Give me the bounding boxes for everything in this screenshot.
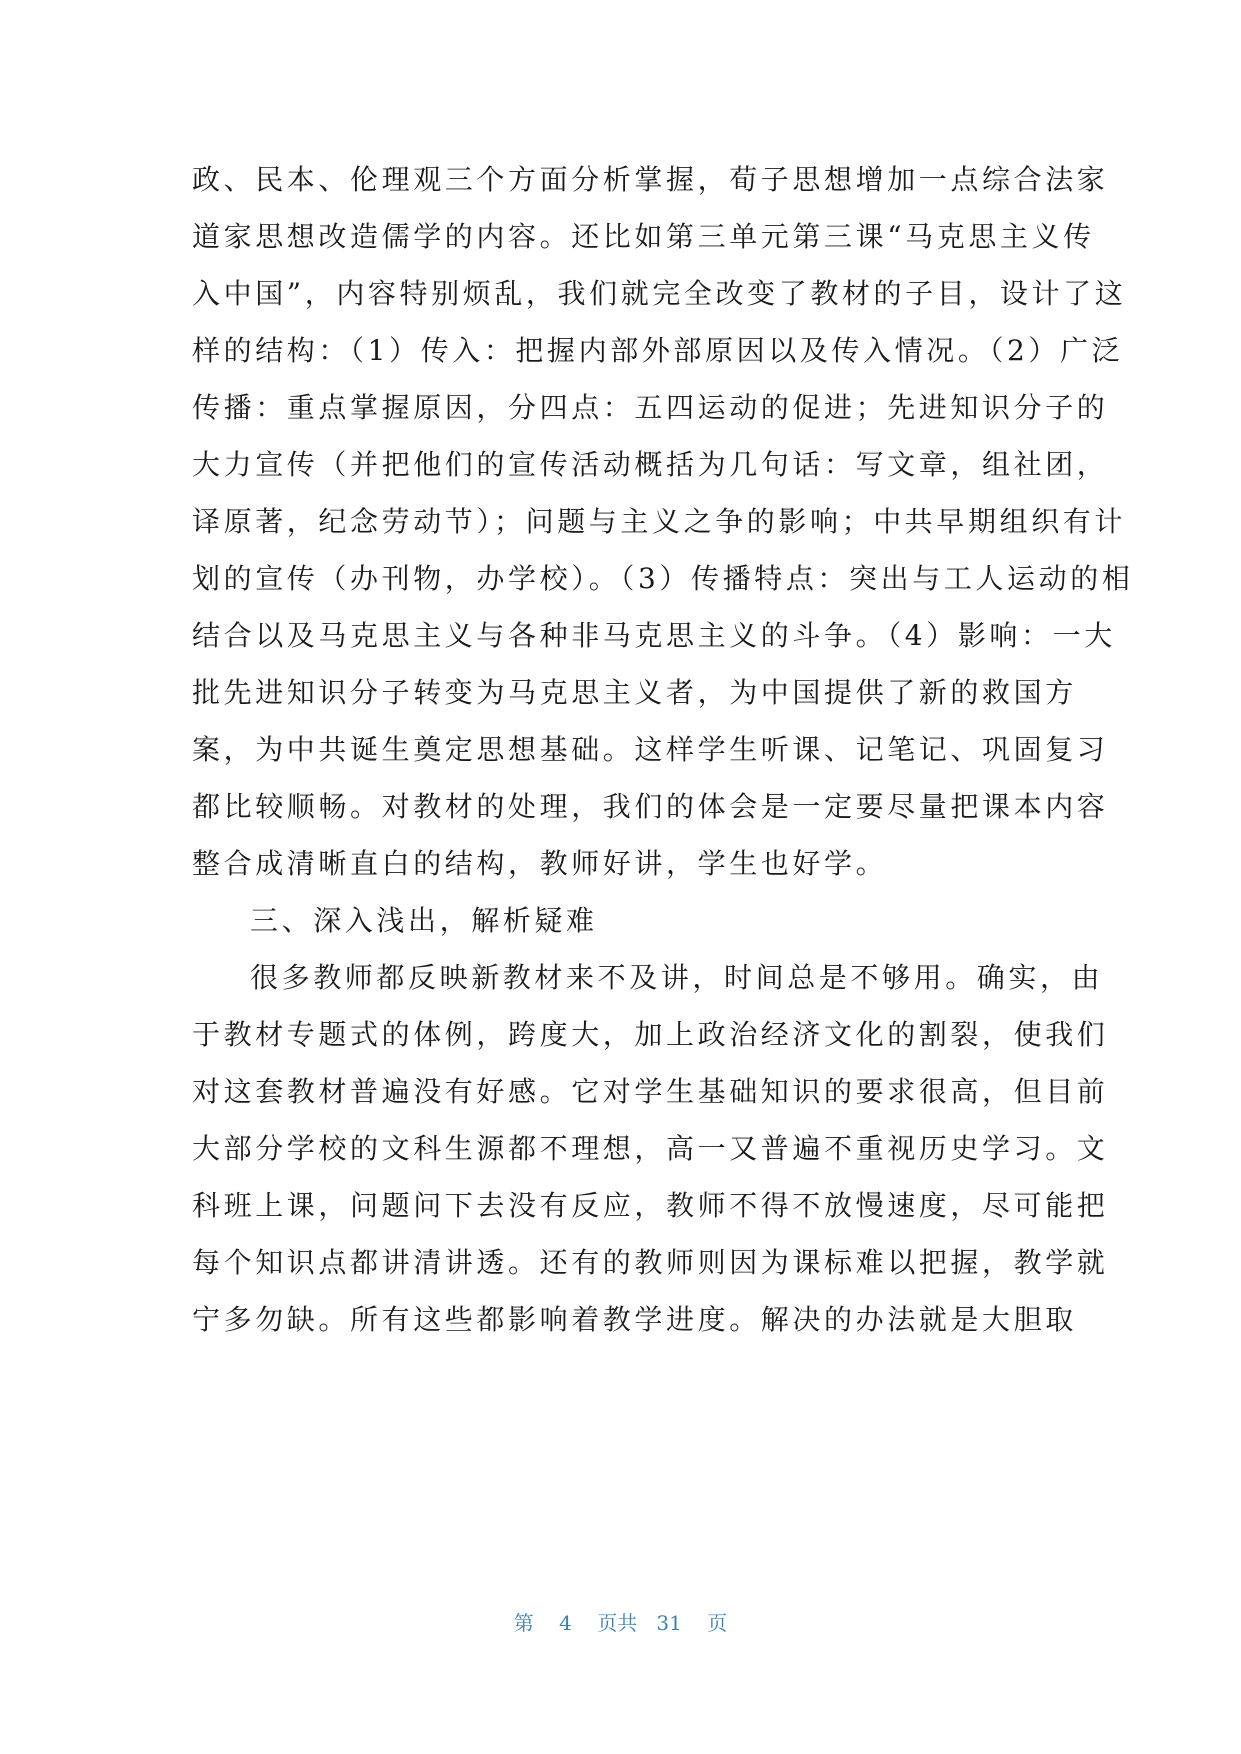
footer-total-pages: 31 [656,1611,682,1635]
body-line-12: 都比较顺畅。对教材的处理，我们的体会是一定要尽量把课本内容 [192,790,1109,823]
body-line-17: 对这套教材普遍没有好感。它对学生基础知识的要求很高，但目前 [192,1075,1109,1108]
body-line-16: 于教材专题式的体例，跨度大，加上政治经济文化的割裂，使我们 [192,1018,1109,1051]
body-line-5: 传播：重点掌握原因，分四点：五四运动的促进；先进知识分子的 [192,391,1109,424]
footer-current-page: 4 [559,1611,572,1635]
footer-prefix: 第 [513,1611,534,1635]
body-line-6: 大力宣传（并把他们的宣传活动概括为几句话：写文章，组社团， [192,448,1109,481]
body-line-2: 道家思想改造儒学的内容。还比如第三单元第三课“马克思主义传 [192,220,1095,253]
body-line-11: 案，为中共诞生奠定思想基础。这样学生听课、记笔记、巩固复习 [192,733,1109,766]
section-heading: 三、深入浅出，解析疑难 [250,904,598,937]
footer-middle: 页共 [597,1611,638,1635]
body-line-13: 整合成清晰直白的结构，教师好讲，学生也好学。 [192,847,888,880]
body-line-4: 样的结构：（1）传入：把握内部外部原因以及传入情况。（2）广泛 [192,334,1124,367]
body-line-9: 结合以及马克思主义与各种非马克思主义的斗争。（4）影响：一大 [192,619,1116,652]
body-line-20: 每个知识点都讲清讲透。还有的教师则因为课标难以把握，教学就 [192,1246,1109,1279]
footer-suffix: 页 [707,1611,728,1635]
body-line-7: 译原著，纪念劳动节）；问题与主义之争的影响；中共早期组织有计 [192,505,1127,538]
body-line-1: 政、民本、伦理观三个方面分析掌握，荀子思想增加一点综合法家 [192,163,1109,196]
body-line-3: 入中国”，内容特别烦乱，我们就完全改变了教材的子目，设计了这 [192,277,1127,310]
body-line-15: 很多教师都反映新教材来不及讲，时间总是不够用。确实，由 [250,961,1104,994]
body-line-10: 批先进知识分子转变为马克思主义者，为中国提供了新的救国方 [192,676,1077,709]
body-line-18: 大部分学校的文科生源都不理想，高一又普遍不重视历史学习。文 [192,1132,1109,1165]
body-line-19: 科班上课，问题问下去没有反应，教师不得不放慢速度，尽可能把 [192,1189,1109,1222]
body-line-8: 划的宣传（办刊物，办学校）。（3）传播特点：突出与工人运动的相 [192,562,1134,595]
body-line-21: 宁多勿缺。所有这些都影响着教学进度。解决的办法就是大胆取 [192,1303,1077,1336]
page-footer [0,1608,1241,1638]
